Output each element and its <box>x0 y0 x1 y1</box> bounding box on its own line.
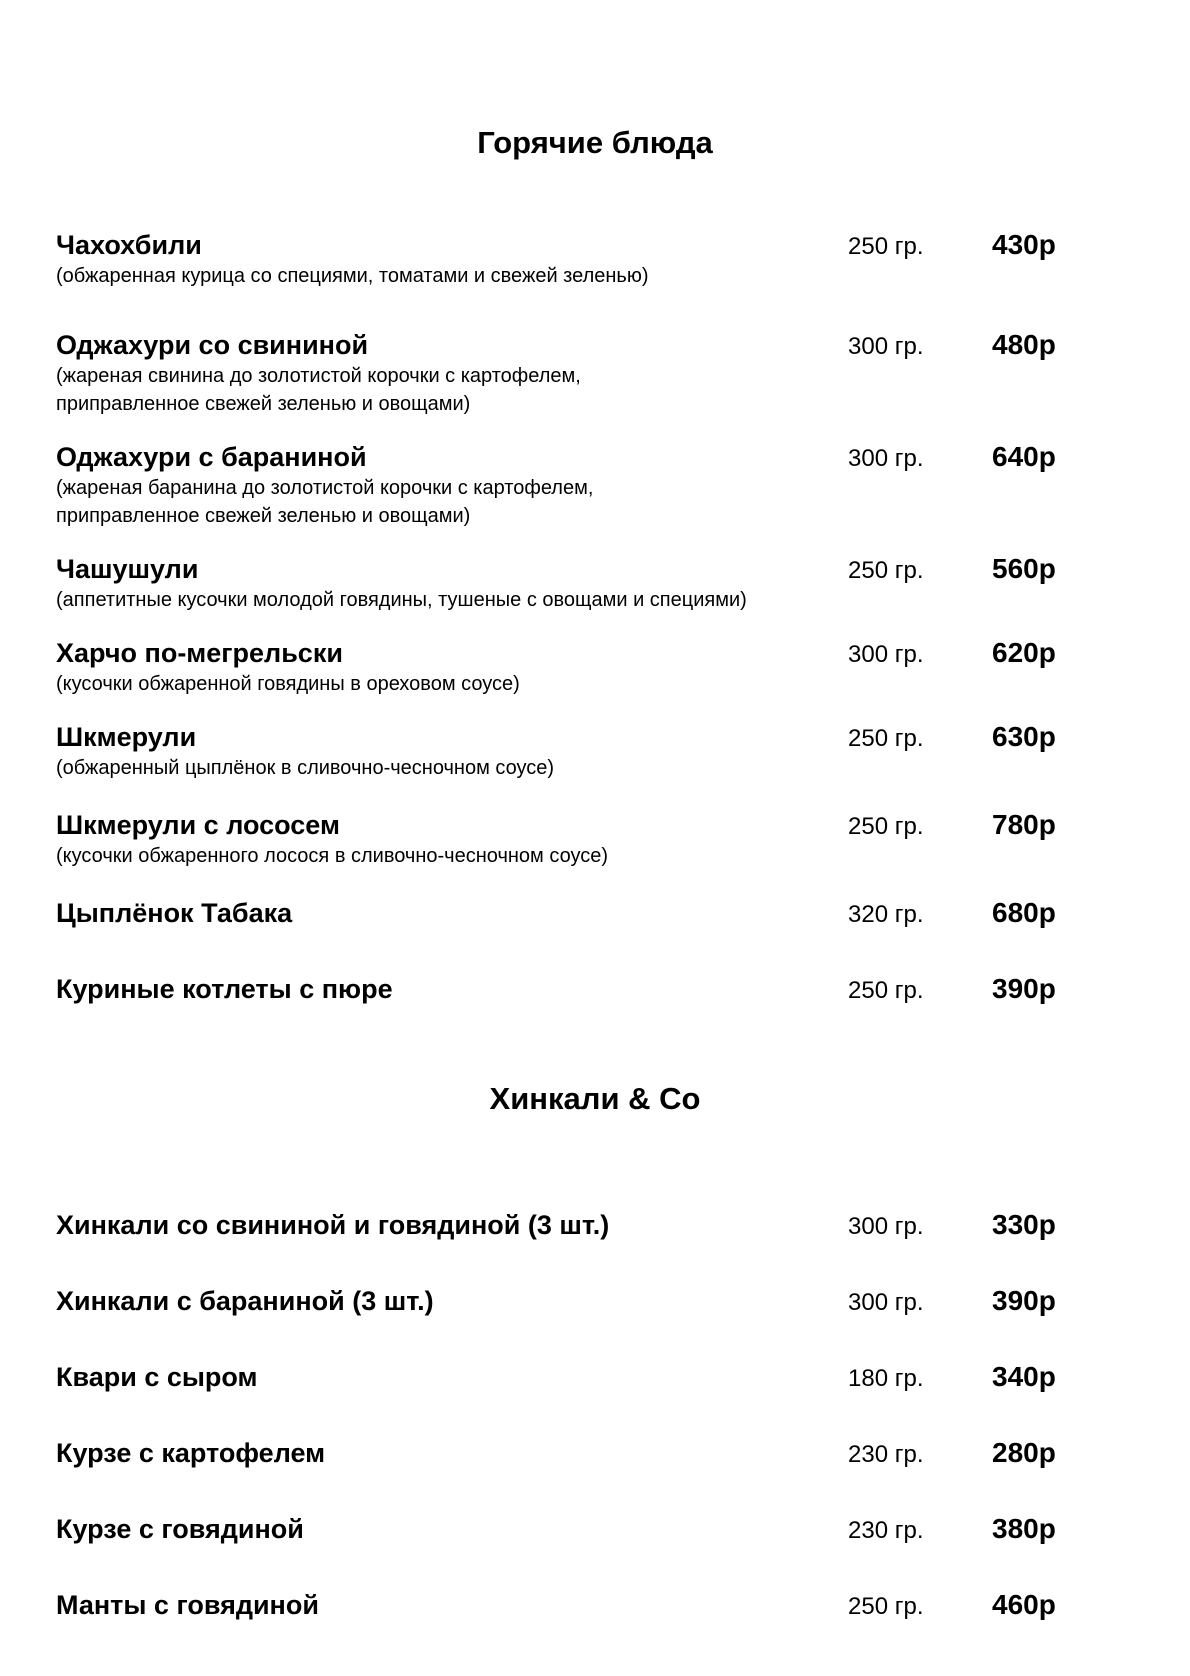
item-description: (кусочки обжаренной говядины в ореховом соусе) <box>56 673 520 695</box>
item-weight: 180 гр. <box>848 1365 924 1392</box>
item-price: 480р <box>992 329 1056 360</box>
menu-item <box>56 1436 1066 1470</box>
menu-item <box>56 1588 1066 1622</box>
item-name: Цыплёнок Табака <box>56 898 293 928</box>
item-name: Чашушули <box>56 554 199 584</box>
item-name: Хинкали со свининой и говядиной (3 шт.) <box>56 1210 610 1240</box>
item-name: Курзе с говядиной <box>56 1514 304 1544</box>
section-title-khinkali: Хинкали & Co <box>489 1081 701 1116</box>
item-weight: 230 гр. <box>848 1517 924 1544</box>
item-weight: 300 гр. <box>848 445 924 472</box>
item-name: Оджахури со свининой <box>56 330 369 360</box>
item-name: Манты с говядиной <box>56 1590 319 1620</box>
item-name: Шкмерули <box>56 722 197 752</box>
item-price: 680р <box>992 897 1056 928</box>
menu-item <box>56 552 1066 614</box>
item-name: Оджахури с бараниной <box>56 442 367 472</box>
item-description: (жареная свинина до золотистой корочки с картофелем, приправленное свежей зеленью и овощами) <box>56 365 581 415</box>
item-weight: 250 гр. <box>848 725 924 752</box>
menu-item <box>56 228 1066 290</box>
item-name: Квари с сыром <box>56 1362 258 1392</box>
item-price: 560р <box>992 553 1056 584</box>
item-name: Чахохбили <box>56 230 202 260</box>
menu-item <box>56 972 1066 1006</box>
menu-item <box>56 1208 1066 1242</box>
item-weight: 250 гр. <box>848 1593 924 1620</box>
menu-item <box>56 1360 1066 1394</box>
menu-item <box>56 1284 1066 1318</box>
item-description: (жареная баранина до золотистой корочки с картофелем, приправленное свежей зеленью и овощами) <box>56 477 594 527</box>
item-name: Куриные котлеты с пюре <box>56 974 393 1004</box>
menu-item <box>56 1512 1066 1546</box>
item-price: 630р <box>992 721 1056 752</box>
item-description: (кусочки обжаренного лосося в сливочно-чесночном соусе) <box>56 845 609 867</box>
item-price: 330р <box>992 1209 1056 1240</box>
item-description: (обжаренная курица со специями, томатами и свежей зеленью) <box>56 265 649 287</box>
item-description: (обжаренный цыплёнок в сливочно-чесночном соусе) <box>56 757 555 779</box>
item-weight: 250 гр. <box>848 813 924 840</box>
item-weight: 230 гр. <box>848 1441 924 1468</box>
item-price: 380р <box>992 1513 1056 1544</box>
item-weight: 300 гр. <box>848 333 924 360</box>
item-name: Курзе с картофелем <box>56 1438 326 1468</box>
item-name: Хинкали с бараниной (3 шт.) <box>56 1286 434 1316</box>
menu-item <box>56 896 1066 930</box>
item-weight: 300 гр. <box>848 1213 924 1240</box>
menu-item <box>56 328 1066 418</box>
item-price: 640р <box>992 441 1056 472</box>
item-name: Шкмерули с лососем <box>56 810 340 840</box>
item-weight: 250 гр. <box>848 977 924 1004</box>
item-description: (аппетитные кусочки молодой говядины, тушеные с овощами и специями) <box>56 589 747 611</box>
item-price: 620р <box>992 637 1056 668</box>
item-price: 430р <box>992 229 1056 260</box>
menu-item <box>56 440 1066 530</box>
item-weight: 320 гр. <box>848 901 924 928</box>
item-weight: 250 гр. <box>848 557 924 584</box>
menu-item <box>56 636 1066 698</box>
item-price: 390р <box>992 1285 1056 1316</box>
item-weight: 300 гр. <box>848 641 924 668</box>
item-weight: 300 гр. <box>848 1289 924 1316</box>
menu-item <box>56 808 1066 870</box>
item-price: 280р <box>992 1437 1056 1468</box>
item-weight: 250 гр. <box>848 233 924 260</box>
item-price: 460р <box>992 1589 1056 1620</box>
section-title-hot-dishes: Горячие блюда <box>477 125 713 160</box>
item-price: 780р <box>992 809 1056 840</box>
item-price: 340р <box>992 1361 1056 1392</box>
item-name: Харчо по-мегрельски <box>56 638 343 668</box>
item-price: 390р <box>992 973 1056 1004</box>
menu-item <box>56 720 1066 782</box>
